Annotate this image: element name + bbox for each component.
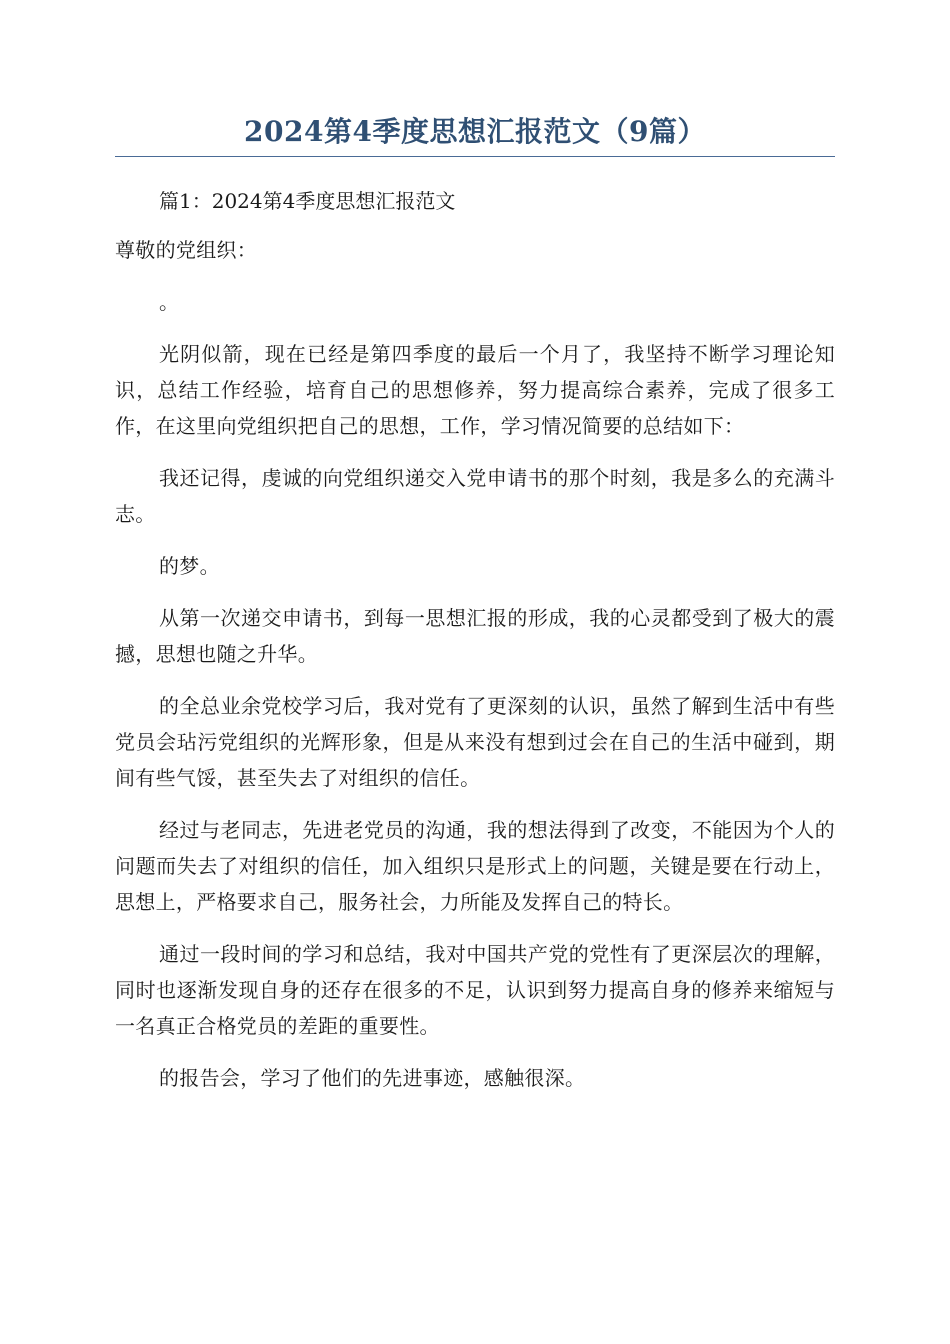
salutation: 尊敬的党组织： [115, 238, 258, 262]
paragraph: 的梦。 [159, 554, 220, 578]
paragraph: 的全总业余党校学习后，我对党有了更深刻的认识，虽然了解到生活中有些党员会玷污党组织的光辉形象，但是从来没有想到过会在自己的生活中碰到，期间有些气馁，甚至失去了对组织的信任。 [115, 694, 835, 790]
paragraph: 。 [159, 290, 180, 314]
section-heading: 篇1：2024第4季度思想汇报范文 [159, 189, 456, 213]
paragraph: 光阴似箭，现在已经是第四季度的最后一个月了，我坚持不断学习理论知识，总结工作经验，培育自己的思想修养，努力提高综合素养，完成了很多工作，在这里向党组织把自己的思想，工作，学习情况简要的总结如下： [115, 342, 835, 438]
paragraph: 经过与老同志，先进老党员的沟通，我的想法得到了改变，不能因为个人的问题而失去了对组织的信任，加入组织只是形式上的问题，关键是要在行动上，思想上，严格要求自己，服务社会，力所能及发挥自己的特长。 [115, 818, 835, 914]
paragraph: 我还记得，虔诚的向党组织递交入党申请书的那个时刻，我是多么的充满斗志。 [115, 466, 835, 526]
paragraph: 从第一次递交申请书，到每一思想汇报的形成，我的心灵都受到了极大的震撼，思想也随之升华。 [115, 606, 835, 666]
document-title: 2024第4季度思想汇报范文（9篇） [115, 112, 835, 157]
paragraph: 的报告会，学习了他们的先进事迹，感触很深。 [159, 1066, 586, 1090]
paragraph: 通过一段时间的学习和总结，我对中国共产党的党性有了更深层次的理解，同时也逐渐发现自身的还存在很多的不足，认识到努力提高自身的修养来缩短与一名真正合格党员的差距的重要性。 [115, 942, 835, 1038]
document-page [115, 112, 835, 1096]
